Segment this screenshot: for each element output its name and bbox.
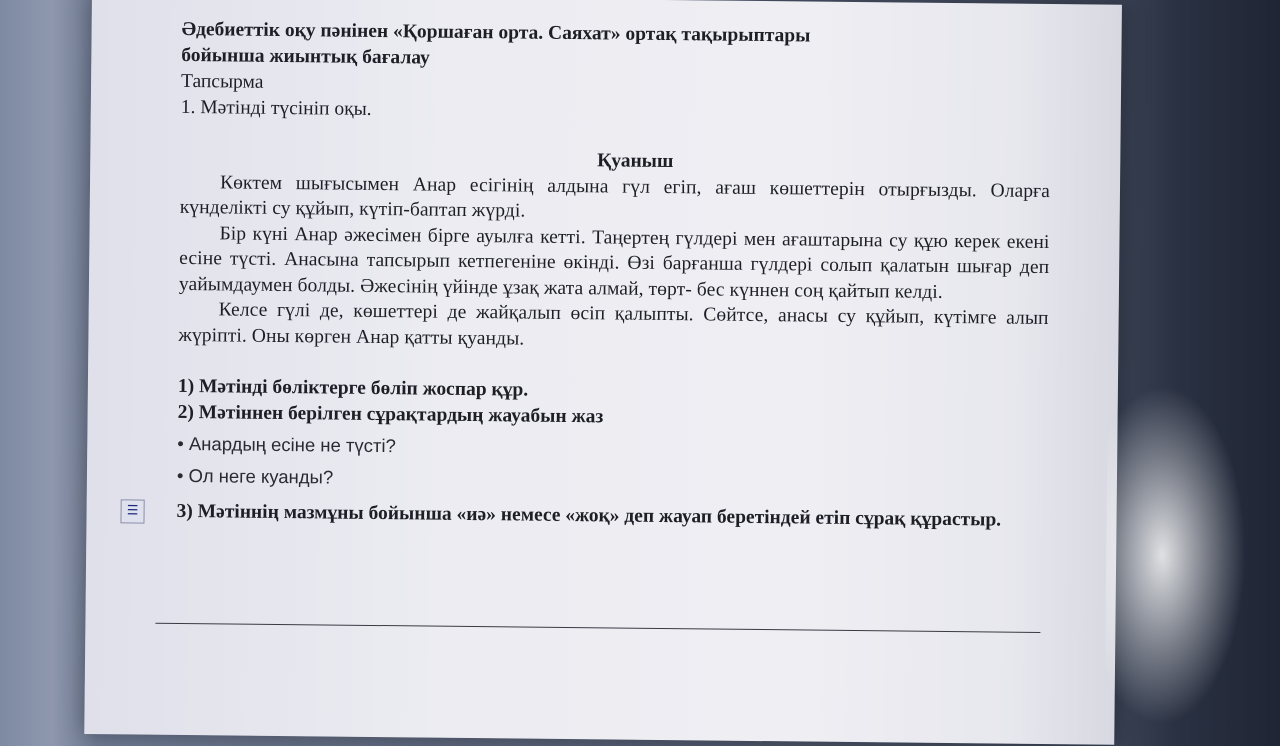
screen-glare <box>1104 385 1248 726</box>
comment-marker-icon[interactable]: ☰ <box>120 499 144 523</box>
instruction-text: 1. Мәтінді түсініп оқы. <box>180 96 372 120</box>
document-page <box>126 17 1051 536</box>
story-paragraph-3: Келсе гүлі де, көшеттері де жайқалып өсіп қалыпты. Сөйтсе, анасы су құйып, күтімге алып жүріпті. Оны көрген Анар қатты қуанды. <box>178 299 1049 350</box>
story-paragraph-2: Бір күні Анар әжесімен бірге ауылға кетті. Таңертең гүлдері мен ағаштарына су құю керек екені есіне түсті. Анасына тапсырып кетпегеніне өкінді. Өзі барғанша гүлдері солып қалатын шығар деп уайымдаумен болды. Әжесінің үйінде ұзақ жата алмай, төрт- бес күннен соң қайтып келді. <box>178 222 1050 303</box>
task-list <box>126 374 1048 536</box>
task-label: Тапсырма <box>180 70 264 93</box>
document-heading-line2: бойынша жиынтық бағалау <box>181 44 430 69</box>
question-bullet-2: • Ол неге куанды? <box>176 464 334 488</box>
monitor-screen <box>84 0 1122 745</box>
story-paragraph-1: Көктем шығысымен Анар есігінің алдына гүл егіп, ағаш көшеттерін отырғызды. Оларға күнделікті су құйып, күтіп-баптап жүрді. <box>179 171 1051 222</box>
task-item-2: 2) Мәтіннен берілген сұрақтардың жауабын жаз <box>177 401 604 427</box>
question-bullet-1: • Анардың есіне не түсті? <box>177 432 396 457</box>
document-heading-line1: Әдебиеттік оқу пәнінен «Қоршаған орта. Саяхат» ортақ тақырыптары <box>181 18 811 47</box>
task-item-3-text: 3) Мәтіннің мазмұны бойынша «иә» немесе «жоқ» деп жауап беретіндей етіп сұрақ құрастыр. <box>176 500 1002 531</box>
task-item-3 <box>126 496 1046 536</box>
task-item-1: 1) Мәтінді бөліктерге бөліп жоспар құр. <box>177 375 529 401</box>
bottom-rule-divider <box>155 623 1040 633</box>
story-title: Қуаныш <box>597 150 674 173</box>
